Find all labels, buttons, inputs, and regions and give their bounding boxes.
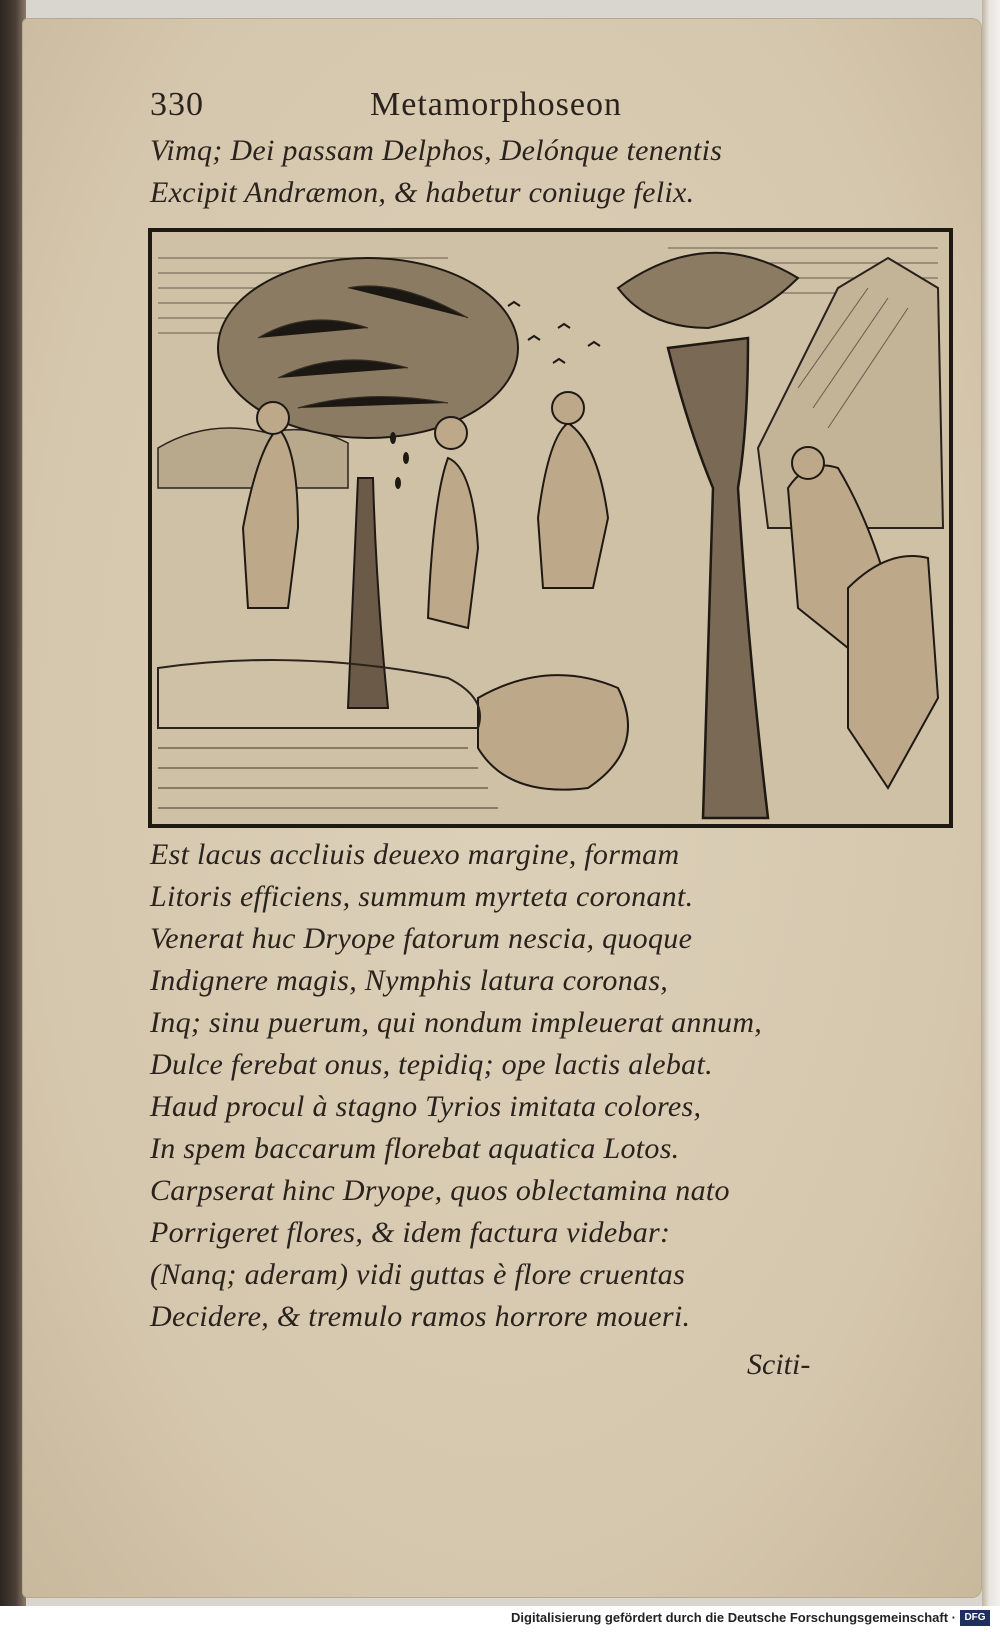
- verse-line: (Nanq; aderam) vidi guttas è flore cruentas: [150, 1258, 686, 1291]
- verse-line: Dulce ferebat onus, tepidiq; ope lactis alebat.: [150, 1048, 713, 1081]
- woodcut-illustration-icon: [148, 228, 953, 828]
- funding-credit: Digitalisierung gefördert durch die Deutsche Forschungsgemeinschaft ·: [511, 1610, 956, 1625]
- verse-line: In spem baccarum florebat aquatica Lotos.: [150, 1132, 680, 1165]
- running-head: Metamorphoseon: [370, 86, 622, 123]
- verse-line: Carpserat hinc Dryope, quos oblectamina nato: [150, 1174, 730, 1207]
- verse-line: Indignere magis, Nymphis latura coronas,: [150, 964, 669, 997]
- digitization-footer: [0, 1606, 1000, 1632]
- verse-line: Inq; sinu puerum, qui nondum impleuerat annum,: [150, 1006, 763, 1039]
- catchword: Sciti-: [747, 1348, 811, 1381]
- page-number: 330: [150, 86, 204, 123]
- page-stack-edge: [982, 0, 1000, 1632]
- page-header: [150, 86, 770, 126]
- verse-line: Decidere, & tremulo ramos horrore moueri.: [150, 1300, 691, 1333]
- dfg-logo-icon: DFG: [960, 1610, 990, 1626]
- verse-line: Excipit Andræmon, & habetur coniuge felix.: [150, 176, 695, 209]
- verse-line: Est lacus accliuis deuexo margine, formam: [150, 838, 680, 871]
- verse-line: Litoris efficiens, summum myrteta coronant.: [150, 880, 694, 913]
- verse-line: Haud procul à stagno Tyrios imitata colores,: [150, 1090, 702, 1123]
- verse-line: Venerat huc Dryope fatorum nescia, quoque: [150, 922, 693, 955]
- verse-line: Vimq; Dei passam Delphos, Delónque tenentis: [150, 134, 723, 167]
- verse-line: Porrigeret flores, & idem factura videbar:: [150, 1216, 671, 1249]
